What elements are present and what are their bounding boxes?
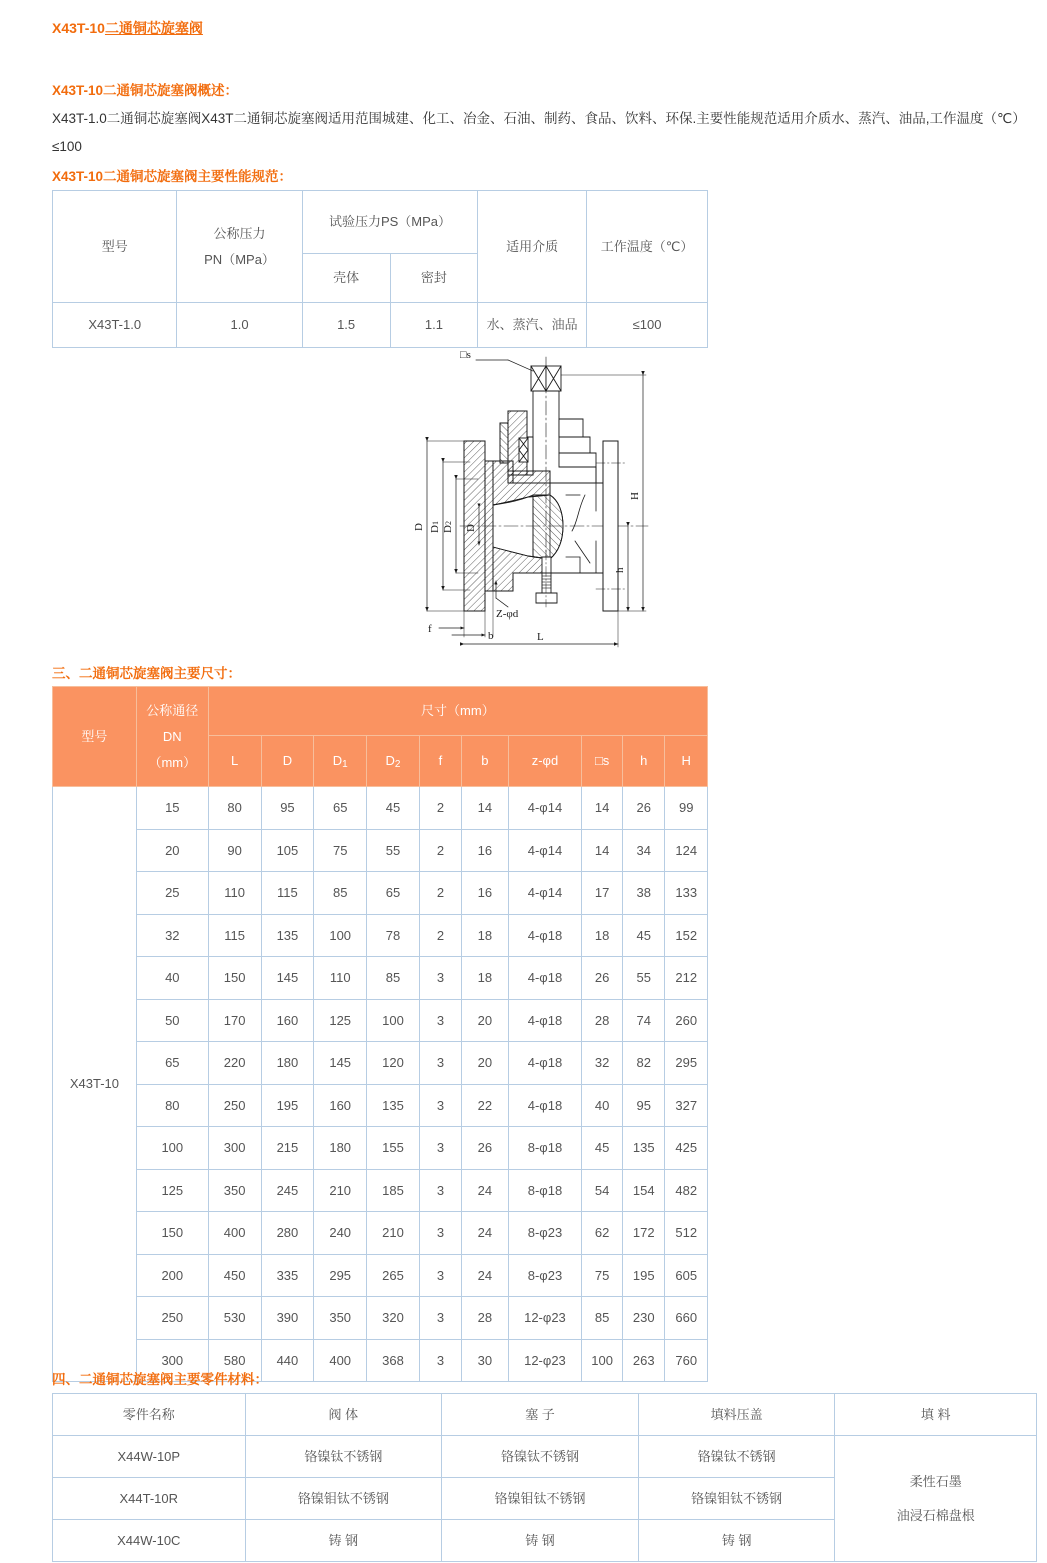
dim-cell-f: 3 <box>419 1339 461 1382</box>
mat-cell-gland: 铬镍钛不锈钢 <box>638 1436 835 1478</box>
dim-cell-b: 18 <box>462 957 509 1000</box>
table-row <box>53 1394 1037 1436</box>
spec-header-test-pressure: 试验压力PS（MPa） <box>302 191 478 254</box>
table-row <box>53 957 708 1000</box>
mat-header-packing: 填 料 <box>835 1394 1037 1436</box>
table-row <box>53 1127 708 1170</box>
drawing-label-square-s: □s <box>460 349 471 361</box>
dim-cell-L: 400 <box>208 1212 261 1255</box>
dim-cell-s: 62 <box>582 1212 623 1255</box>
dim-cell-h: 74 <box>622 999 664 1042</box>
spec-header-pn-line2: PN（MPa） <box>204 251 275 267</box>
mat-header-part-name: 零件名称 <box>53 1394 246 1436</box>
drawing-label-h: h <box>614 567 626 573</box>
dim-cell-s: 14 <box>582 787 623 830</box>
table-row <box>53 1212 708 1255</box>
dim-cell-L: 350 <box>208 1169 261 1212</box>
dim-cell-f: 2 <box>419 829 461 872</box>
drawing-label-b: b <box>488 630 494 642</box>
materials-table <box>52 1393 1037 1562</box>
dim-cell-D2: 210 <box>367 1212 420 1255</box>
dim-cell-D2: 135 <box>367 1084 420 1127</box>
dim-cell-s: 75 <box>582 1254 623 1297</box>
dim-model-label: X43T-10 <box>53 787 137 1382</box>
table-row <box>53 1042 708 1085</box>
dim-header-dn-line2: DN <box>162 728 182 744</box>
dim-cell-b: 20 <box>462 1042 509 1085</box>
mat-cell-plug: 铬镍钼钛不锈钢 <box>442 1478 639 1520</box>
dim-cell-f: 3 <box>419 1169 461 1212</box>
dim-cell-D1: 400 <box>314 1339 367 1382</box>
dim-cell-D1: 240 <box>314 1212 367 1255</box>
dim-cell-f: 2 <box>419 787 461 830</box>
dim-cell-b: 16 <box>462 872 509 915</box>
dim-header-f: f <box>419 736 461 787</box>
dim-cell-H: 660 <box>665 1297 708 1340</box>
dim-cell-dn: 200 <box>136 1254 208 1297</box>
dim-cell-zd: 8-φ18 <box>508 1169 582 1212</box>
dim-cell-L: 115 <box>208 914 261 957</box>
mat-cell-part-name: X44T-10R <box>53 1478 246 1520</box>
dim-cell-zd: 4-φ14 <box>508 787 582 830</box>
dim-cell-dn: 100 <box>136 1127 208 1170</box>
dim-cell-dn: 65 <box>136 1042 208 1085</box>
dim-header-H-big: H <box>665 736 708 787</box>
dim-cell-D2: 100 <box>367 999 420 1042</box>
dim-cell-H: 482 <box>665 1169 708 1212</box>
dim-cell-dn: 15 <box>136 787 208 830</box>
dim-cell-D1: 210 <box>314 1169 367 1212</box>
table-row <box>53 787 708 830</box>
dim-cell-h: 154 <box>622 1169 664 1212</box>
dim-cell-b: 26 <box>462 1127 509 1170</box>
dim-cell-zd: 4-φ14 <box>508 829 582 872</box>
mat-cell-plug: 铬镍钛不锈钢 <box>442 1436 639 1478</box>
dim-cell-s: 100 <box>582 1339 623 1382</box>
dim-cell-D: 180 <box>261 1042 314 1085</box>
dim-cell-dn: 125 <box>136 1169 208 1212</box>
dim-cell-dn: 20 <box>136 829 208 872</box>
dim-cell-D1: 100 <box>314 914 367 957</box>
mat-packing-line2: 油浸石棉盘根 <box>896 1507 975 1523</box>
dim-header-D: D <box>261 736 314 787</box>
spec-header-seal: 密封 <box>390 254 478 303</box>
dim-cell-h: 172 <box>622 1212 664 1255</box>
mat-cell-body: 铸 钢 <box>245 1520 442 1562</box>
dim-cell-D: 440 <box>261 1339 314 1382</box>
dims-heading: 三、二通铜芯旋塞阀主要尺寸： <box>52 666 241 681</box>
dim-cell-f: 2 <box>419 872 461 915</box>
dim-cell-L: 220 <box>208 1042 261 1085</box>
spec-value-temperature: ≤100 <box>587 303 708 348</box>
dim-cell-L: 170 <box>208 999 261 1042</box>
mat-cell-gland: 铸 钢 <box>638 1520 835 1562</box>
dim-cell-D: 195 <box>261 1084 314 1127</box>
dim-cell-zd: 4-φ18 <box>508 1084 582 1127</box>
dim-cell-D2: 368 <box>367 1339 420 1382</box>
page-title <box>52 18 203 38</box>
dim-cell-f: 3 <box>419 957 461 1000</box>
dim-cell-D2: 155 <box>367 1127 420 1170</box>
dim-cell-dn: 300 <box>136 1339 208 1382</box>
dim-header-b: b <box>462 736 509 787</box>
spec-header-nominal-pressure <box>177 191 302 303</box>
spec-value-shell: 1.5 <box>302 303 390 348</box>
dim-cell-zd: 4-φ18 <box>508 957 582 1000</box>
dim-cell-zd: 4-φ18 <box>508 1042 582 1085</box>
dim-cell-s: 54 <box>582 1169 623 1212</box>
dim-cell-D: 390 <box>261 1297 314 1340</box>
dim-cell-L: 110 <box>208 872 261 915</box>
dim-cell-D: 115 <box>261 872 314 915</box>
table-row <box>53 999 708 1042</box>
dim-cell-s: 28 <box>582 999 623 1042</box>
mat-header-plug: 塞 子 <box>442 1394 639 1436</box>
page-title-link[interactable]: 二通铜芯旋塞阀 <box>104 20 203 36</box>
dim-cell-b: 22 <box>462 1084 509 1127</box>
dim-cell-zd: 8-φ18 <box>508 1127 582 1170</box>
dim-cell-s: 45 <box>582 1127 623 1170</box>
dim-header-L: L <box>208 736 261 787</box>
dim-cell-D: 95 <box>261 787 314 830</box>
dim-header-z-phi-d: z-φd <box>508 736 582 787</box>
dim-header-dn-line1: 公称通径 <box>146 702 199 718</box>
table-row <box>53 872 708 915</box>
drawing-label-bore-D: D <box>465 524 477 532</box>
table-row <box>53 1084 708 1127</box>
spec-table <box>52 190 708 348</box>
dim-cell-L: 530 <box>208 1297 261 1340</box>
dim-cell-h: 195 <box>622 1254 664 1297</box>
table-row <box>53 1297 708 1340</box>
dim-cell-zd: 8-φ23 <box>508 1254 582 1297</box>
dim-cell-H: 295 <box>665 1042 708 1085</box>
dim-cell-s: 17 <box>582 872 623 915</box>
dim-cell-D: 335 <box>261 1254 314 1297</box>
dim-cell-dn: 150 <box>136 1212 208 1255</box>
dim-cell-dn: 250 <box>136 1297 208 1340</box>
dim-cell-h: 34 <box>622 829 664 872</box>
dim-cell-D2: 320 <box>367 1297 420 1340</box>
dim-cell-H: 760 <box>665 1339 708 1382</box>
spec-header-temperature: 工作温度（℃） <box>587 191 708 303</box>
mat-cell-part-name: X44W-10P <box>53 1436 246 1478</box>
dim-cell-D2: 185 <box>367 1169 420 1212</box>
dim-cell-f: 3 <box>419 999 461 1042</box>
dim-cell-b: 24 <box>462 1169 509 1212</box>
dim-cell-zd: 4-φ18 <box>508 999 582 1042</box>
spec-value-seal: 1.1 <box>390 303 478 348</box>
table-row <box>53 191 708 254</box>
dim-cell-D: 135 <box>261 914 314 957</box>
dim-cell-dn: 50 <box>136 999 208 1042</box>
dim-cell-f: 3 <box>419 1084 461 1127</box>
mat-cell-packing <box>835 1436 1037 1562</box>
dim-cell-s: 18 <box>582 914 623 957</box>
dim-cell-D1: 145 <box>314 1042 367 1085</box>
dim-cell-D2: 78 <box>367 914 420 957</box>
dim-cell-s: 26 <box>582 957 623 1000</box>
dim-cell-D: 105 <box>261 829 314 872</box>
dim-cell-f: 2 <box>419 914 461 957</box>
dim-cell-s: 85 <box>582 1297 623 1340</box>
dim-cell-D2: 65 <box>367 872 420 915</box>
dim-cell-zd: 12-φ23 <box>508 1339 582 1382</box>
dim-cell-L: 300 <box>208 1127 261 1170</box>
drawing-label-D1: D1 <box>429 521 441 533</box>
dim-cell-D: 280 <box>261 1212 314 1255</box>
dim-cell-L: 450 <box>208 1254 261 1297</box>
mat-packing-line1: 柔性石墨 <box>909 1473 962 1489</box>
dim-cell-h: 55 <box>622 957 664 1000</box>
dim-cell-s: 32 <box>582 1042 623 1085</box>
dim-cell-D1: 125 <box>314 999 367 1042</box>
dim-cell-h: 45 <box>622 914 664 957</box>
dim-cell-D: 145 <box>261 957 314 1000</box>
table-row <box>53 687 708 736</box>
dim-cell-L: 90 <box>208 829 261 872</box>
dim-cell-b: 20 <box>462 999 509 1042</box>
dim-cell-zd: 12-φ23 <box>508 1297 582 1340</box>
dim-cell-H: 605 <box>665 1254 708 1297</box>
dim-cell-D2: 85 <box>367 957 420 1000</box>
drawing-label-H: H <box>629 492 641 500</box>
dim-cell-H: 327 <box>665 1084 708 1127</box>
table-row <box>53 1169 708 1212</box>
dim-cell-D1: 350 <box>314 1297 367 1340</box>
dim-cell-D: 215 <box>261 1127 314 1170</box>
dim-cell-zd: 8-φ23 <box>508 1212 582 1255</box>
dim-cell-L: 150 <box>208 957 261 1000</box>
dim-cell-b: 16 <box>462 829 509 872</box>
dim-cell-f: 3 <box>419 1212 461 1255</box>
dim-cell-D2: 265 <box>367 1254 420 1297</box>
spec-value-medium: 水、蒸汽、油品 <box>478 303 587 348</box>
dim-header-dn-line3: （mm） <box>148 754 197 770</box>
dim-cell-D2: 120 <box>367 1042 420 1085</box>
dim-cell-f: 3 <box>419 1297 461 1340</box>
dim-cell-zd: 4-φ18 <box>508 914 582 957</box>
dim-cell-D1: 295 <box>314 1254 367 1297</box>
spec-value-pn: 1.0 <box>177 303 302 348</box>
dim-cell-b: 24 <box>462 1254 509 1297</box>
dim-header-D1: D1 <box>314 736 367 787</box>
dim-cell-H: 512 <box>665 1212 708 1255</box>
table-row <box>53 829 708 872</box>
mat-cell-part-name: X44W-10C <box>53 1520 246 1562</box>
dim-cell-h: 38 <box>622 872 664 915</box>
table-row <box>53 303 708 348</box>
table-row <box>53 914 708 957</box>
page-title-model: X43T-10 <box>52 20 105 36</box>
mat-cell-body: 铬镍钛不锈钢 <box>245 1436 442 1478</box>
dim-cell-D1: 75 <box>314 829 367 872</box>
drawing-label-D: D <box>413 523 425 531</box>
dim-cell-h: 26 <box>622 787 664 830</box>
dim-cell-L: 250 <box>208 1084 261 1127</box>
dim-cell-L: 580 <box>208 1339 261 1382</box>
spec-header-medium: 适用介质 <box>478 191 587 303</box>
dim-cell-b: 30 <box>462 1339 509 1382</box>
dim-cell-D1: 85 <box>314 872 367 915</box>
dim-cell-D: 245 <box>261 1169 314 1212</box>
dim-cell-f: 3 <box>419 1127 461 1170</box>
dim-cell-D1: 110 <box>314 957 367 1000</box>
dim-cell-h: 230 <box>622 1297 664 1340</box>
dim-cell-H: 99 <box>665 787 708 830</box>
dim-cell-L: 80 <box>208 787 261 830</box>
overview-paragraph: X43T-1.0二通铜芯旋塞阀X43T二通铜芯旋塞阀适用范围城建、化工、冶金、石油、制药、食品、饮料、环保.主要性能规范适用介质水、蒸汽、油品,工作温度（℃）≤100 <box>52 111 1026 154</box>
dim-cell-b: 28 <box>462 1297 509 1340</box>
dim-cell-H: 152 <box>665 914 708 957</box>
spec-header-model: 型号 <box>53 191 177 303</box>
dim-cell-dn: 80 <box>136 1084 208 1127</box>
dim-cell-D1: 180 <box>314 1127 367 1170</box>
dim-cell-H: 212 <box>665 957 708 1000</box>
dim-cell-b: 18 <box>462 914 509 957</box>
dim-cell-b: 24 <box>462 1212 509 1255</box>
table-row <box>53 1436 1037 1478</box>
dim-cell-s: 14 <box>582 829 623 872</box>
spec-value-model: X43T-1.0 <box>53 303 177 348</box>
dim-header-size-group: 尺寸（mm） <box>208 687 707 736</box>
mat-header-body: 阀 体 <box>245 1394 442 1436</box>
dim-cell-h: 135 <box>622 1127 664 1170</box>
valve-cross-section-drawing <box>400 345 690 650</box>
dim-header-D2: D2 <box>367 736 420 787</box>
dim-header-square-s: □s <box>582 736 623 787</box>
dim-cell-dn: 25 <box>136 872 208 915</box>
dim-cell-h: 263 <box>622 1339 664 1382</box>
dimensions-table <box>52 686 708 1382</box>
dim-header-h: h <box>622 736 664 787</box>
dim-cell-f: 3 <box>419 1042 461 1085</box>
dim-cell-D2: 45 <box>367 787 420 830</box>
dim-cell-h: 82 <box>622 1042 664 1085</box>
drawing-label-D2: D2 <box>442 521 454 533</box>
dim-cell-D1: 160 <box>314 1084 367 1127</box>
dim-cell-f: 3 <box>419 1254 461 1297</box>
dim-header-dn <box>136 687 208 787</box>
dim-cell-D2: 55 <box>367 829 420 872</box>
mat-cell-plug: 铸 钢 <box>442 1520 639 1562</box>
dim-cell-H: 133 <box>665 872 708 915</box>
materials-heading: 四、二通铜芯旋塞阀主要零件材料： <box>52 1372 268 1387</box>
mat-header-gland: 填料压盖 <box>638 1394 835 1436</box>
dim-cell-H: 124 <box>665 829 708 872</box>
spec-heading: X43T-10二通铜芯旋塞阀主要性能规范： <box>52 169 293 184</box>
drawing-label-L: L <box>537 631 544 643</box>
spec-header-pn-line1: 公称压力 <box>213 225 266 241</box>
dim-cell-dn: 32 <box>136 914 208 957</box>
dim-cell-D1: 65 <box>314 787 367 830</box>
mat-cell-gland: 铬镍钼钛不锈钢 <box>638 1478 835 1520</box>
dim-cell-D: 160 <box>261 999 314 1042</box>
dim-cell-H: 260 <box>665 999 708 1042</box>
mat-cell-body: 铬镍钼钛不锈钢 <box>245 1478 442 1520</box>
dim-cell-zd: 4-φ14 <box>508 872 582 915</box>
dim-header-model: 型号 <box>53 687 137 787</box>
table-row <box>53 1254 708 1297</box>
dim-cell-b: 14 <box>462 787 509 830</box>
spec-header-shell: 壳体 <box>302 254 390 303</box>
dim-cell-dn: 40 <box>136 957 208 1000</box>
drawing-label-f: f <box>428 623 432 635</box>
overview-heading: X43T-10二通铜芯旋塞阀概述： <box>52 83 239 98</box>
drawing-label-z-phi-d: Z-φd <box>496 608 519 620</box>
dim-cell-s: 40 <box>582 1084 623 1127</box>
dim-cell-h: 95 <box>622 1084 664 1127</box>
dim-cell-H: 425 <box>665 1127 708 1170</box>
